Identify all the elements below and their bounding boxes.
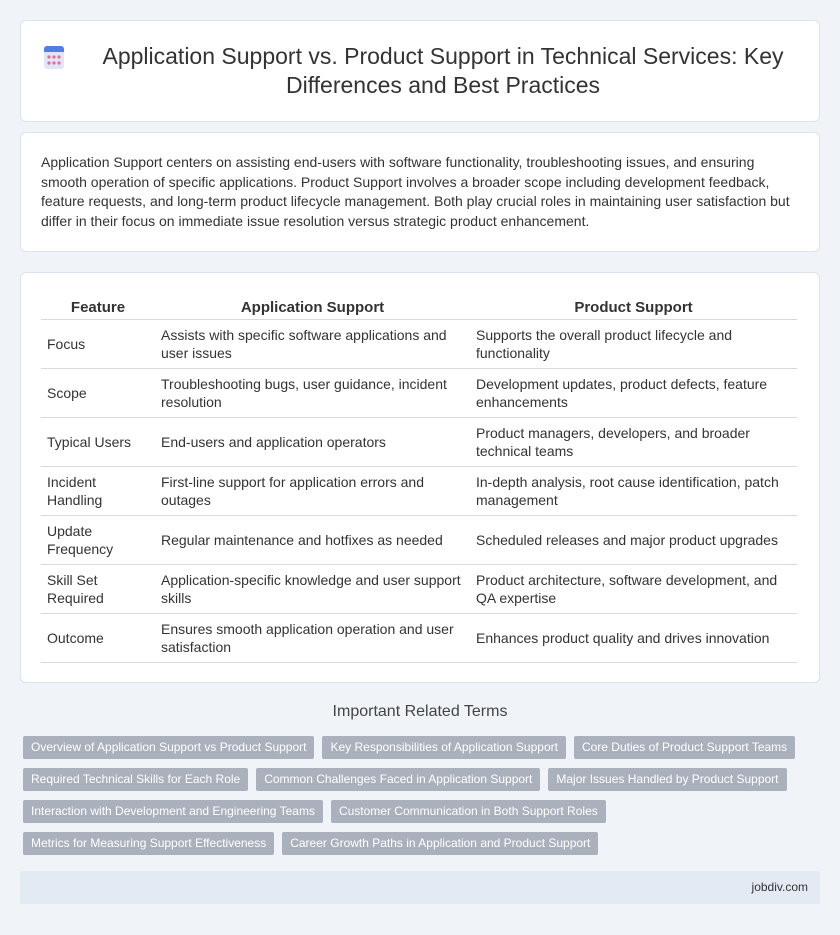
intro-card	[20, 132, 820, 252]
application-cell: Ensures smooth application operation and user satisfaction	[155, 614, 470, 663]
table-row	[41, 516, 797, 565]
title-card	[20, 20, 820, 122]
feature-cell: Outcome	[41, 614, 155, 663]
related-term-tag[interactable]: Metrics for Measuring Support Effectiveness	[23, 832, 274, 855]
header-product-support: Product Support	[470, 295, 797, 320]
related-term-tag[interactable]: Major Issues Handled by Product Support	[548, 768, 786, 791]
product-cell: Scheduled releases and major product upgrades	[470, 516, 797, 565]
table-row	[41, 467, 797, 516]
table-row	[41, 369, 797, 418]
application-cell: First-line support for application errors and outages	[155, 467, 470, 516]
related-term-tag[interactable]: Overview of Application Support vs Product Support	[23, 736, 314, 759]
feature-cell: Update Frequency	[41, 516, 155, 565]
table-row	[41, 565, 797, 614]
application-cell: Troubleshooting bugs, user guidance, incident resolution	[155, 369, 470, 418]
feature-cell: Skill Set Required	[41, 565, 155, 614]
intro-paragraph: Application Support centers on assisting end-users with software functionality, troubleshooting issues, and ensuring smooth operation of specific applications. Product Support involves a broader scope including development feedback, feature requests, and long-term product lifecycle management. Both play crucial roles in maintaining user satisfaction but differ in their focus on immediate issue resolution versus strategic product enhancement.	[41, 154, 790, 229]
table-row	[41, 614, 797, 663]
application-cell: End-users and application operators	[155, 418, 470, 467]
related-term-tag[interactable]: Key Responsibilities of Application Support	[322, 736, 565, 759]
document-icon	[41, 44, 67, 70]
header-feature: Feature	[41, 295, 155, 320]
product-cell: Product architecture, software development, and QA expertise	[470, 565, 797, 614]
feature-cell: Focus	[41, 320, 155, 369]
footer	[20, 871, 820, 904]
feature-cell: Scope	[41, 369, 155, 418]
page-title: Application Support vs. Product Support in Technical Services: Key Differences and Best Practices	[102, 43, 784, 98]
footer-site-link[interactable]: jobdiv.com	[751, 880, 808, 894]
feature-cell: Incident Handling	[41, 467, 155, 516]
application-cell: Application-specific knowledge and user support skills	[155, 565, 470, 614]
product-cell: In-depth analysis, root cause identification, patch management	[470, 467, 797, 516]
table-row	[41, 320, 797, 369]
table-row	[41, 418, 797, 467]
product-cell: Supports the overall product lifecycle and functionality	[470, 320, 797, 369]
related-term-tag[interactable]: Customer Communication in Both Support Roles	[331, 800, 606, 823]
header-application-support: Application Support	[155, 295, 470, 320]
product-cell: Development updates, product defects, feature enhancements	[470, 369, 797, 418]
related-term-tag[interactable]: Career Growth Paths in Application and Product Support	[282, 832, 598, 855]
product-cell: Enhances product quality and drives innovation	[470, 614, 797, 663]
related-terms-list	[23, 736, 823, 855]
related-terms-heading: Important Related Terms	[332, 703, 508, 720]
comparison-table	[41, 295, 797, 663]
comparison-table-card	[20, 272, 820, 683]
related-term-tag[interactable]: Common Challenges Faced in Application Support	[256, 768, 540, 791]
feature-cell: Typical Users	[41, 418, 155, 467]
related-term-tag[interactable]: Required Technical Skills for Each Role	[23, 768, 248, 791]
application-cell: Regular maintenance and hotfixes as needed	[155, 516, 470, 565]
related-term-tag[interactable]: Core Duties of Product Support Teams	[574, 736, 795, 759]
product-cell: Product managers, developers, and broader technical teams	[470, 418, 797, 467]
table-header-row	[41, 295, 797, 320]
application-cell: Assists with specific software applications and user issues	[155, 320, 470, 369]
related-term-tag[interactable]: Interaction with Development and Engineering Teams	[23, 800, 323, 823]
